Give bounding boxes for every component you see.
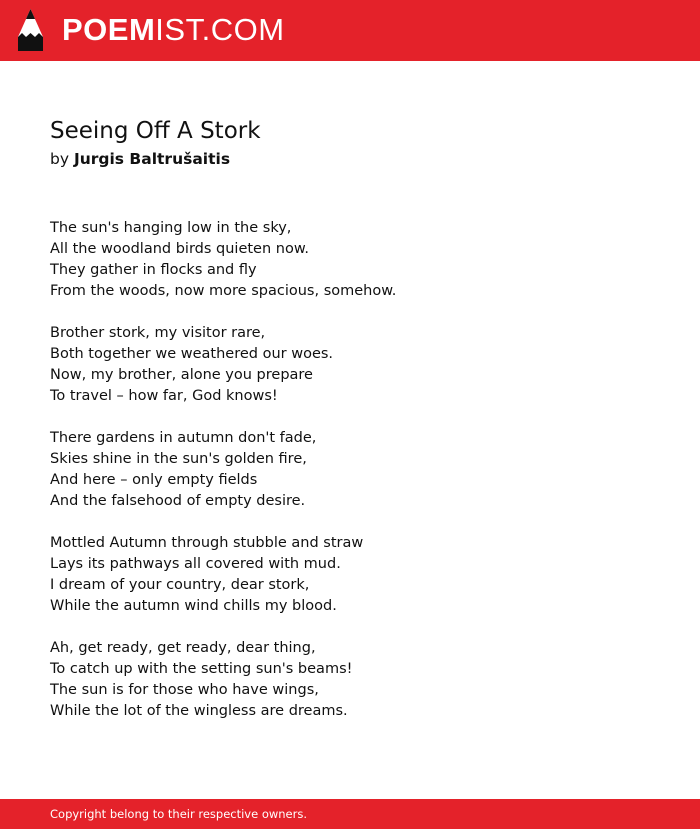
poem-body xyxy=(50,218,670,743)
poem-line: There gardens in autumn don't fade, xyxy=(50,430,317,446)
copyright-notice: Copyright belong to their respective owners. xyxy=(50,807,308,821)
poem-stanza xyxy=(50,218,670,302)
poem-title: Seeing Off A Stork xyxy=(50,118,261,144)
poem-line: The sun is for those who have wings, xyxy=(50,682,319,698)
poem-line: While the autumn wind chills my blood. xyxy=(50,598,337,614)
by-label: by xyxy=(50,150,70,168)
poem-line: Skies shine in the sun's golden fire, xyxy=(50,451,307,467)
site-footer xyxy=(0,799,700,829)
poem-line: Ah, get ready, get ready, dear thing, xyxy=(50,640,316,656)
poem-line: And here – only empty fields xyxy=(50,472,258,488)
poem-line: Now, my brother, alone you prepare xyxy=(50,367,313,383)
poem-line: They gather in flocks and fly xyxy=(50,262,257,278)
pencil-tip-icon[interactable] xyxy=(17,9,44,51)
poem-line: Mottled Autumn through stubble and straw xyxy=(50,535,364,551)
poem-line: Both together we weathered our woes. xyxy=(50,346,334,362)
poem-line: And the falsehood of empty desire. xyxy=(50,493,306,509)
site-logo[interactable] xyxy=(62,11,285,49)
poem-line: I dream of your country, dear stork, xyxy=(50,577,310,593)
poem-line: To travel – how far, God knows! xyxy=(50,388,278,404)
poem-stanza xyxy=(50,323,670,407)
poem-stanza xyxy=(50,533,670,617)
poem-author: Jurgis Baltrušaitis xyxy=(73,150,231,168)
poem-line: From the woods, now more spacious, somehow. xyxy=(50,283,397,299)
poem-stanza xyxy=(50,638,670,722)
poem-line: Brother stork, my visitor rare, xyxy=(50,325,266,341)
poem-byline xyxy=(50,148,230,170)
poem-stanza xyxy=(50,428,670,512)
poem-line: To catch up with the setting sun's beams! xyxy=(50,661,353,677)
logo-text-light: IST.COM xyxy=(155,12,285,47)
logo-text-bold: POEM xyxy=(62,12,156,47)
poem-line: While the lot of the wingless are dreams. xyxy=(50,703,348,719)
poem-line: Lays its pathways all covered with mud. xyxy=(50,556,341,572)
poem-line: All the woodland birds quieten now. xyxy=(50,241,309,257)
site-header xyxy=(0,0,700,61)
poem-line: The sun's hanging low in the sky, xyxy=(50,220,292,236)
